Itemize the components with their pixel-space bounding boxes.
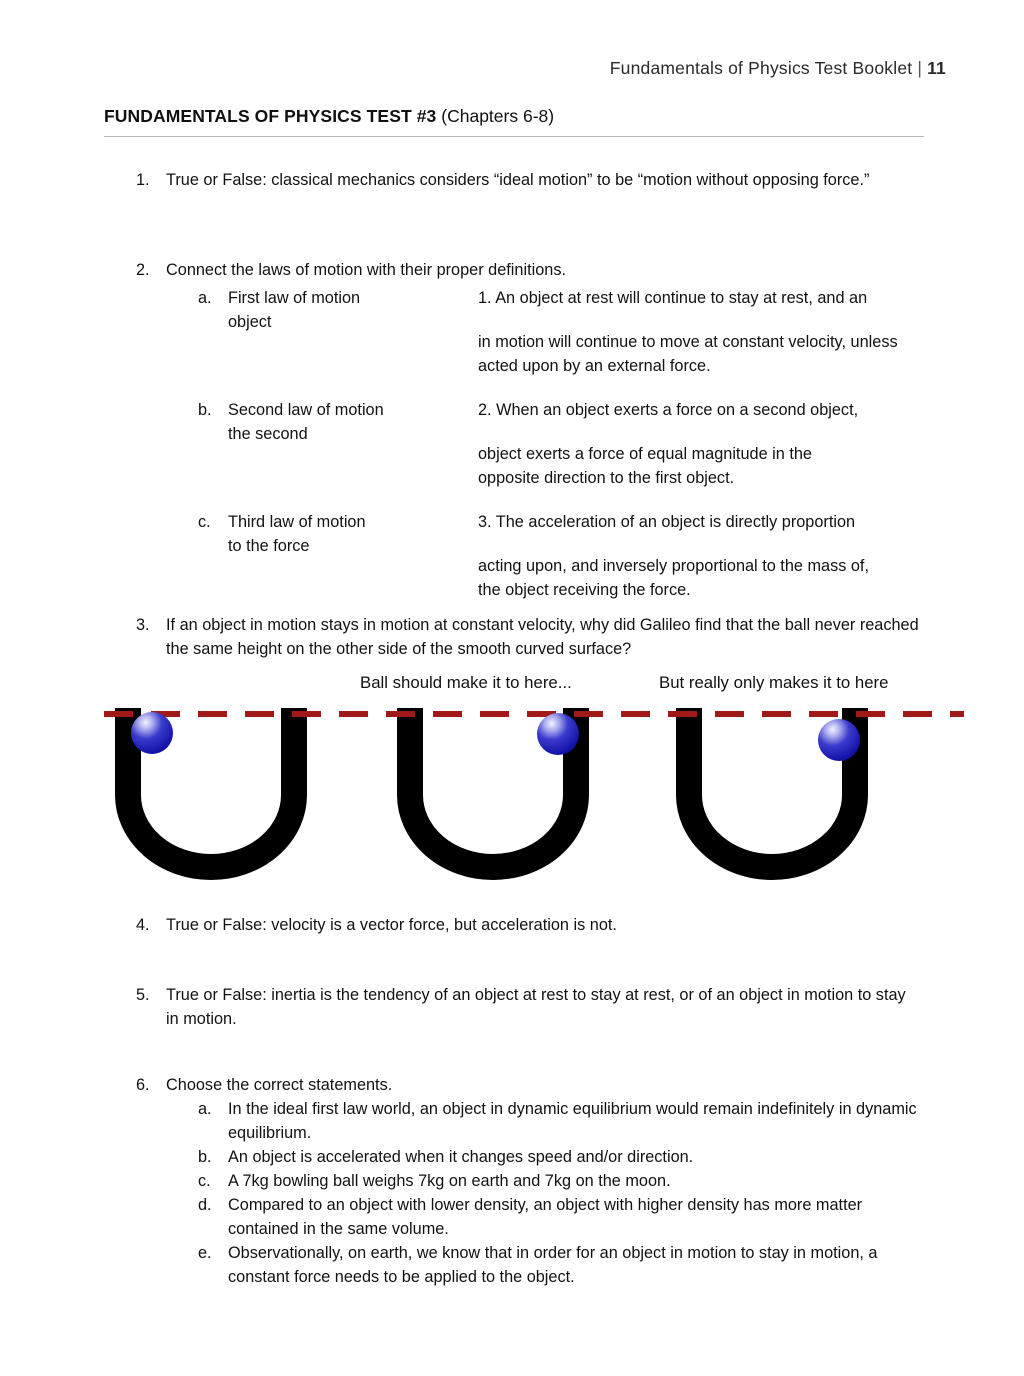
page-title — [104, 106, 554, 127]
matching-item-a-term-line1: First law of motion — [228, 289, 361, 307]
option-e-letter: e. — [198, 1244, 212, 1262]
matching-item-c-def-line2: acting upon, and inversely proportional to the mass of, — [478, 557, 869, 575]
question-2-number: 2. — [136, 261, 150, 279]
question-5-number: 5. — [136, 986, 150, 1004]
matching-item-c-def-line3: the object receiving the force. — [478, 581, 691, 599]
question-2 — [136, 258, 936, 602]
matching-item-c-term — [228, 510, 478, 602]
matching-item-a-def-line3: acted upon by an external force. — [478, 357, 711, 375]
question-4 — [136, 913, 916, 937]
matching-item-b-def-line3: opposite direction to the first object. — [478, 469, 735, 487]
question-4-text: True or False: velocity is a vector force, but acceleration is not. — [166, 916, 617, 934]
question-6-text: Choose the correct statements. — [166, 1076, 393, 1094]
option-a-text: In the ideal first law world, an object in dynamic equilibrium would remain indefinitely in dynamic equilibrium. — [228, 1100, 917, 1142]
title-divider — [104, 136, 924, 137]
matching-item-a-def-line2: in motion will continue to move at constant velocity, unless — [478, 333, 898, 351]
question-6-number: 6. — [136, 1076, 150, 1094]
ball-ramp-3 — [818, 719, 860, 761]
diagram-caption-left: Ball should make it to here... — [360, 673, 572, 692]
option-b-letter: b. — [198, 1148, 212, 1166]
page-header — [610, 58, 946, 79]
ball-ramp-2 — [537, 713, 579, 755]
definition-spacer — [478, 422, 936, 442]
option-d-letter: d. — [198, 1196, 212, 1214]
question-3-text: If an object in motion stays in motion at constant velocity, why did Galileo find that the ball never reached the same height on the other side of the smooth curved surface? — [166, 616, 919, 658]
matching-item-b — [198, 398, 936, 490]
matching-item-a-letter: a. — [198, 289, 212, 307]
diagram-caption-right: But really only makes it to here — [659, 673, 889, 692]
option-a-letter: a. — [198, 1100, 212, 1118]
test-title-chapters: (Chapters 6-8) — [441, 106, 555, 126]
option-c-text: A 7kg bowling ball weighs 7kg on earth and 7kg on the moon. — [228, 1172, 671, 1190]
matching-item-a-term-line2: object — [228, 313, 272, 331]
option-c-letter: c. — [198, 1172, 211, 1190]
matching-item-b-term-line1: Second law of motion — [228, 401, 384, 419]
matching-item-a-term — [228, 286, 478, 378]
matching-item-b-def-line2: object exerts a force of equal magnitude in the — [478, 445, 812, 463]
option-c — [198, 1169, 936, 1193]
matching-item-b-letter: b. — [198, 401, 212, 419]
matching-item-a-definition — [478, 286, 936, 378]
matching-item-c-term-line1: Third law of motion — [228, 513, 366, 531]
galileo-ramp-diagram — [104, 700, 964, 880]
question-5-text: True or False: inertia is the tendency of an object at rest to stay at rest, or of an object in motion to stay in motion. — [166, 986, 906, 1028]
question-3-number: 3. — [136, 616, 150, 634]
matching-item-c-def-line1: 3. The acceleration of an object is directly proportion — [478, 513, 856, 531]
matching-item-c — [198, 510, 936, 602]
test-title-bold: FUNDAMENTALS OF PHYSICS TEST #3 — [104, 106, 437, 126]
question-2-text: Connect the laws of motion with their proper definitions. — [166, 261, 567, 279]
matching-item-b-def-line1: 2. When an object exerts a force on a second object, — [478, 401, 859, 419]
matching-item-b-definition — [478, 398, 936, 490]
question-5 — [136, 983, 916, 1031]
question-6 — [136, 1073, 936, 1289]
matching-item-c-term-line2: to the force — [228, 537, 310, 555]
question-3 — [136, 613, 926, 661]
option-d — [198, 1193, 936, 1241]
question-1-text: True or False: classical mechanics considers “ideal motion” to be “motion without opposing force.” — [166, 171, 870, 189]
matching-item-b-term — [228, 398, 478, 490]
matching-item-a — [198, 286, 936, 378]
question-6-options — [198, 1097, 936, 1289]
option-a — [198, 1097, 936, 1145]
ball-ramp-1 — [131, 712, 173, 754]
matching-item-b-term-line2: the second — [228, 425, 308, 443]
definition-spacer — [478, 310, 936, 330]
question-1 — [136, 168, 896, 192]
matching-list — [198, 286, 936, 602]
booklet-title: Fundamentals of Physics Test Booklet — [609, 58, 913, 78]
option-e-text: Observationally, on earth, we know that in order for an object in motion to stay in motion, a constant force needs to be applied to the object. — [228, 1244, 878, 1286]
option-b-text: An object is accelerated when it changes speed and/or direction. — [228, 1148, 694, 1166]
matching-item-c-letter: c. — [198, 513, 211, 531]
option-b — [198, 1145, 936, 1169]
header-separator: | — [917, 58, 923, 78]
matching-item-a-def-line1: 1. An object at rest will continue to stay at rest, and an — [478, 289, 868, 307]
definition-spacer — [478, 534, 936, 554]
option-d-text: Compared to an object with lower density, an object with higher density has more matter contained in the same volume. — [228, 1196, 863, 1238]
question-1-number: 1. — [136, 171, 150, 189]
question-4-number: 4. — [136, 916, 150, 934]
matching-item-c-definition — [478, 510, 936, 602]
option-e — [198, 1241, 936, 1289]
page-number: 11 — [927, 58, 946, 78]
